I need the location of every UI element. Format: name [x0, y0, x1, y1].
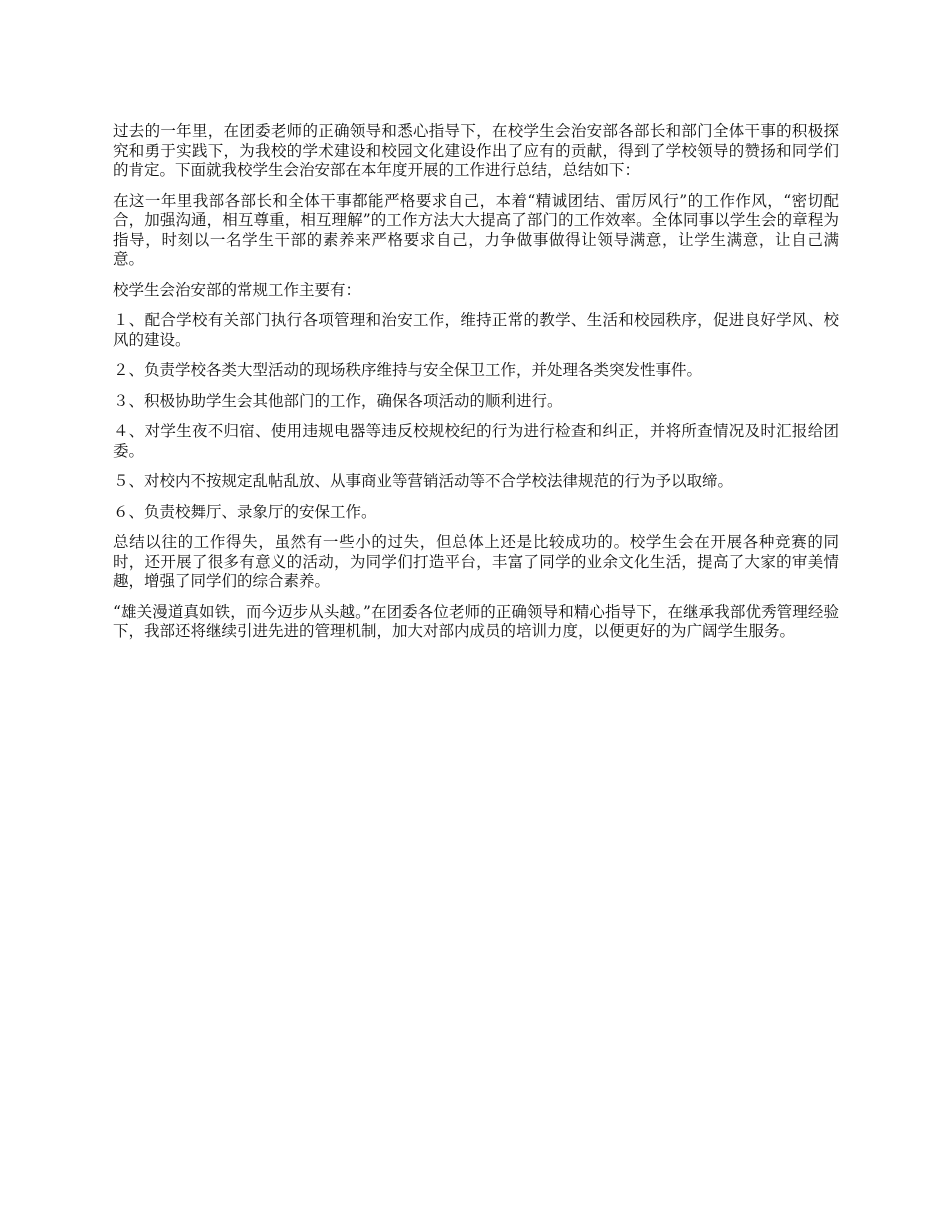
- document-body: [113, 122, 839, 653]
- intro-paragraph: 过去的一年里，在团委老师的正确领导和悉心指导下，在校学生会治安部各部长和部门全体干事的积极探究和勇于实践下，为我校的学术建设和校园文化建设作出了应有的贡献，得到了学校领导的赞扬和同学们的肯定。下面就我校学生会治安部在本年度开展的工作进行总结，总结如下：: [113, 122, 839, 179]
- duty-item-6: ６、负责校舞厅、录象厅的安保工作。: [113, 502, 377, 521]
- duty-item-3: ３、积极协助学生会其他部门的工作，确保各项活动的顺利进行。: [113, 391, 563, 410]
- duty-item-2: ２、负责学校各类大型活动的现场秩序维持与安全保卫工作，并处理各类突发性事件。: [113, 361, 703, 379]
- closing-paragraph: “雄关漫道真如铁，而今迈步从头越。”在团委各位老师的正确领导和精心指导下，在继承我部优秀管理经验下，我部还将继续引进先进的管理机制，加大对部内成员的培训力度，以便更好的为广阔学生服务。: [113, 602, 839, 640]
- work-style-paragraph: 在这一年里我部各部长和全体干事都能严格要求自己，本着“精诚团结、雷厉风行”的工作作风，“密切配合，加强沟通，相互尊重，相互理解”的工作方法大大提高了部门的工作效率。全体同事以学生会的章程为指导，时刻以一名学生干部的素养来严格要求自己，力争做事做得让领导满意，让学生满意，让自己满意。: [113, 191, 839, 268]
- duty-item-1: １、配合学校有关部门执行各项管理和治安工作，维持正常的教学、生活和校园秩序，促进良好学风、校风的建设。: [113, 311, 839, 349]
- routine-work-heading: 校学生会治安部的常规工作主要有：: [113, 280, 362, 299]
- duty-item-5: ５、对校内不按规定乱帖乱放、从事商业等营销活动等不合学校法律规范的行为予以取缔。: [113, 472, 734, 490]
- duty-item-4: ４、对学生夜不归宿、使用违规电器等违反校规校纪的行为进行检查和纠正，并将所查情况及时汇报给团委。: [113, 422, 839, 460]
- summary-paragraph: 总结以往的工作得失，虽然有一些小的过失，但总体上还是比较成功的。校学生会在开展各种竞赛的同时，还开展了很多有意义的活动，为同学们打造平台，丰富了同学的业余文化生活，提高了大家的审美情趣，增强了同学们的综合素养。: [113, 533, 839, 590]
